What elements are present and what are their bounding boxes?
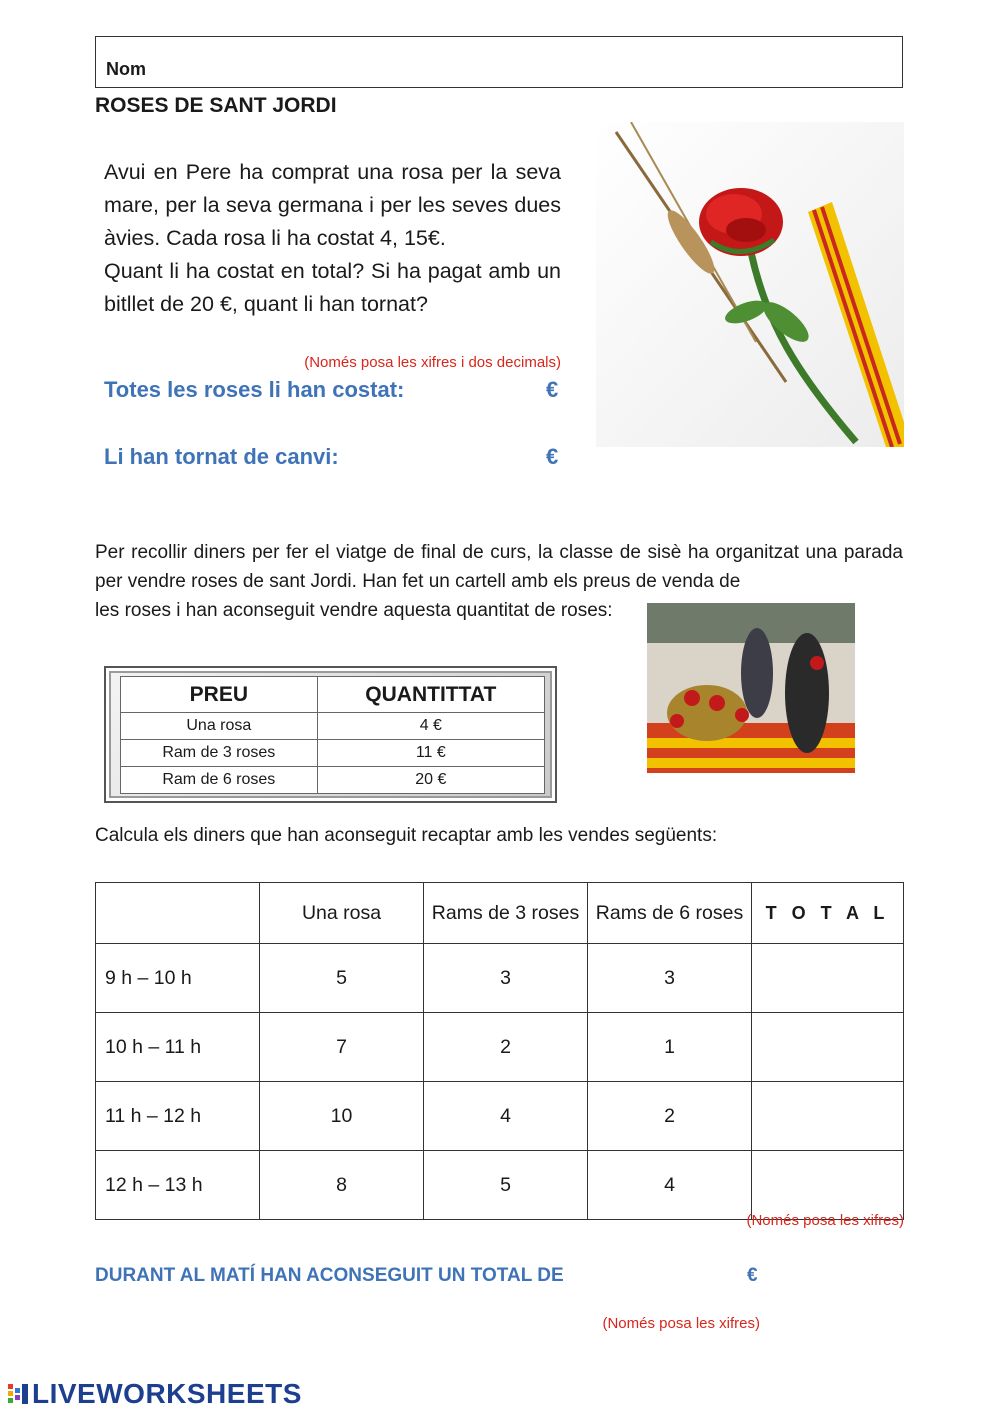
table-row — [96, 1151, 904, 1220]
price-header-preu: PREU — [121, 677, 318, 713]
final-total-input[interactable] — [600, 1262, 744, 1292]
table-row — [96, 1082, 904, 1151]
price-table — [120, 676, 545, 794]
time-slot: 12 h – 13 h — [96, 1151, 260, 1220]
flower-market-image — [647, 603, 855, 773]
qty-bunch6: 1 — [588, 1013, 752, 1082]
price-header-quantitat: QUANTITTAT — [317, 677, 544, 713]
problem2-intro-cont: les roses i han aconseguit vendre aquesta quantitat de roses: — [95, 600, 613, 621]
qty-single: 7 — [260, 1013, 424, 1082]
total-input-cell[interactable] — [752, 1151, 904, 1220]
total-input-cell[interactable] — [752, 1013, 904, 1082]
final-total-currency: € — [747, 1265, 758, 1286]
time-slot: 9 h – 10 h — [96, 944, 260, 1013]
sales-header-bunch6: Rams de 6 roses — [588, 883, 752, 944]
answer1-label: Totes les roses li han costat: — [104, 377, 405, 402]
qty-bunch3: 4 — [424, 1082, 588, 1151]
qty-bunch3: 2 — [424, 1013, 588, 1082]
sales-header-blank — [96, 883, 260, 944]
qty-single: 10 — [260, 1082, 424, 1151]
sales-table — [95, 882, 904, 1220]
liveworksheets-logo — [8, 1378, 302, 1410]
table-row — [96, 1013, 904, 1082]
answer2-input[interactable] — [420, 444, 544, 474]
problem1-text — [104, 156, 561, 321]
total-input-cell[interactable] — [752, 944, 904, 1013]
rose-image — [596, 122, 904, 447]
logo-mark-icon — [8, 1380, 30, 1408]
table-row — [96, 944, 904, 1013]
answer1-input[interactable] — [420, 377, 544, 407]
final-total-label: DURANT AL MATÍ HAN ACONSEGUIT UN TOTAL DE — [95, 1265, 564, 1286]
sales-header-single: Una rosa — [260, 883, 424, 944]
qty-bunch6: 3 — [588, 944, 752, 1013]
problem1-question: Quant li ha costat en total? Si ha pagat amb un bitllet de 20 €, quant li han tornat? — [104, 259, 561, 316]
page-title: ROSES DE SANT JORDI — [95, 94, 337, 117]
price-value: 20 € — [317, 767, 544, 794]
sales-header-bunch3: Rams de 3 roses — [424, 883, 588, 944]
answer1-currency: € — [546, 377, 559, 402]
table-note: (Només posa les xifres) — [746, 1212, 904, 1229]
qty-bunch6: 4 — [588, 1151, 752, 1220]
table-row — [121, 713, 545, 740]
sales-instruction: Calcula els diners que han aconseguit recaptar amb les vendes següents: — [95, 825, 718, 846]
problem1-note: (Només posa les xifres i dos decimals) — [304, 354, 561, 371]
problem2-intro: Per recollir diners per fer el viatge de final de curs, la classe de sisè ha organitzat una parada per vendre roses de sant Jordi. Han fet un cartell amb els preus de venda de — [95, 542, 903, 592]
qty-single: 5 — [260, 944, 424, 1013]
logo-text: LIVEWORKSHEETS — [32, 1378, 302, 1409]
sales-header-total: T O T A L — [752, 883, 904, 944]
name-field-box[interactable] — [95, 36, 903, 88]
name-label: Nom — [106, 59, 146, 79]
price-item: Una rosa — [121, 713, 318, 740]
time-slot: 10 h – 11 h — [96, 1013, 260, 1082]
answer2-label: Li han tornat de canvi: — [104, 444, 339, 469]
price-poster — [104, 666, 557, 803]
total-input-cell[interactable] — [752, 1082, 904, 1151]
final-note: (Només posa les xifres) — [602, 1315, 760, 1332]
qty-bunch3: 3 — [424, 944, 588, 1013]
qty-single: 8 — [260, 1151, 424, 1220]
table-row — [121, 767, 545, 794]
price-value: 4 € — [317, 713, 544, 740]
problem1-statement: Avui en Pere ha comprat una rosa per la seva mare, per la seva germana i per les seves dues àvies. Cada rosa li ha costat 4, 15€. — [104, 160, 561, 250]
price-item: Ram de 3 roses — [121, 740, 318, 767]
time-slot: 11 h – 12 h — [96, 1082, 260, 1151]
qty-bunch6: 2 — [588, 1082, 752, 1151]
answer2-currency: € — [546, 444, 559, 469]
price-item: Ram de 6 roses — [121, 767, 318, 794]
qty-bunch3: 5 — [424, 1151, 588, 1220]
table-row — [121, 740, 545, 767]
price-value: 11 € — [317, 740, 544, 767]
